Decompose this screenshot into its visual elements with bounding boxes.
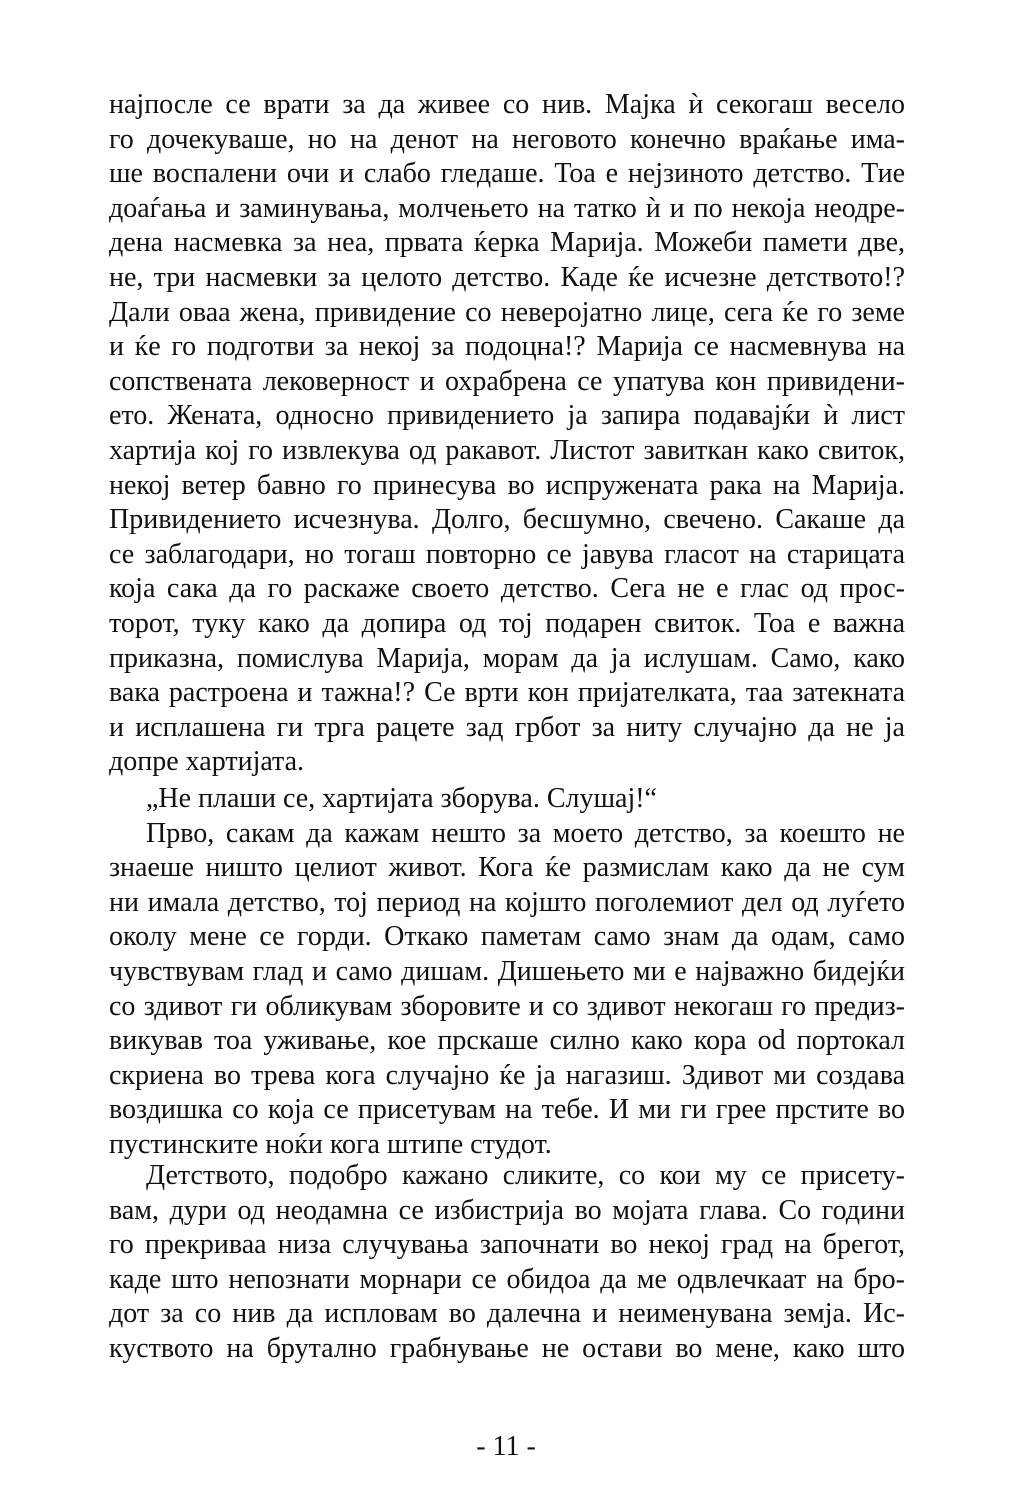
text-line: Привидението исчезнува. Долго, бесшумно, свечено. Сакаше да [109, 504, 905, 536]
paragraph-block-1 [109, 88, 905, 780]
text-line: не, три насмевки за целото детство. Каде ќе исчезне детството!? [109, 261, 905, 293]
text-line: дена насмевка за неа, првата ќерка Марија. Можеби памети две, [109, 227, 905, 259]
text-line: со здивот ги обликувам зборовите и со здивот некогаш го предиз- [109, 990, 905, 1022]
text-line: вака растроена и тажна!? Се врти кон пријателката, таа затекната [109, 677, 905, 709]
text-line: и исплашена ги трга рацете зад грбот за ниту случајно да не ја [109, 711, 905, 743]
text-line: куството на брутално грабнување не остави во мене, како што [109, 1332, 905, 1364]
text-line: најпосле се врати за да живее со нив. Мајка ѝ секогаш весело [109, 89, 905, 120]
text-line: допре хартијата. [109, 746, 305, 778]
text-line: ше воспалени очи и слабо гледаше. Тоа е нејзиното детство. Тие [109, 158, 905, 190]
dialogue-line: „Не плаши се, хартијата зборува. Слушај!“ [146, 783, 657, 814]
text-line: вам, дури од неодамна се избистрија во мојата глава. Со години [109, 1194, 905, 1226]
text-line: го дочекуваше, но на денот на неговото конечно враќање има- [109, 123, 905, 155]
text-line: ето. Жената, односно привидението ја запира подавајќи ѝ лист [109, 400, 905, 432]
text-line: знаеше ништо целиот живот. Кога ќе размислам како да не сум [109, 852, 905, 884]
text-line: се заблагодари, но тогаш повторно се јавува гласот на старицата [109, 538, 905, 570]
paragraph-block-3 [109, 1159, 905, 1367]
text-line: која сака да го раскаже своето детство. Сега не е глас од прос- [109, 573, 905, 605]
text-line: го прекриваа низа случувања започнати во некој град на брегот, [109, 1229, 905, 1261]
paragraph-block-2 [109, 782, 905, 1163]
text-line: некој ветер бавно го принесува во испружената рака на Марија. [109, 469, 905, 501]
text-line: воздишка со која се присетувам на тебе. И ми ги грее прстите во [109, 1094, 905, 1126]
text-line: и ќе го подготви за некој за подоцна!? Марија се насмевнува на [109, 331, 905, 363]
text-line: Дали оваа жена, привидение со неверојатно лице, сега ќе го земе [109, 296, 905, 328]
text-line: ни имала детство, тој период на којшто поголемиот дел од луѓето [109, 886, 905, 918]
text-line: викував тоа уживање, кое прскаше силно како кора оd портокал [109, 1025, 905, 1057]
text-line: доаѓања и заминувања, молчењето на татко ѝ и по некоја неодре- [109, 192, 905, 224]
text-line: хартија кој го извлекува од ракавот. Листот завиткан како свиток, [109, 434, 905, 466]
text-line: дот за со нив да испловам во далечна и неименувана земја. Ис- [109, 1298, 905, 1330]
text-line: околу мене се горди. Откако паметам само знам да одам, само [109, 921, 905, 953]
page-number: - 11 - [476, 1431, 536, 1462]
text-line: каде што непознати морнари се обидоа да ме одвлечкаат на бро- [109, 1263, 905, 1295]
text-line: приказна, помислува Марија, морам да ја ислушам. Само, како [109, 642, 905, 674]
text-line: чувствувам глад и само дишам. Дишењето ми е најважно бидејќи [109, 955, 905, 987]
text-line: пустинските ноќи кога штипе студот. [109, 1128, 552, 1160]
text-line: торот, туку како да допира од тој подарен свиток. Тоа е важна [109, 607, 905, 639]
text-line: скриена во трева кога случајно ќе ја нагазиш. Здивот ми создава [109, 1059, 905, 1091]
text-line: Прво, сакам да кажам нешто за моето детство, за коешто не [146, 817, 905, 849]
text-line: сопствената лековерност и охрабрена се упатува кон привидени- [109, 365, 905, 397]
text-line: Детството, подобро кажано сликите, со кои му се присету- [146, 1160, 905, 1191]
